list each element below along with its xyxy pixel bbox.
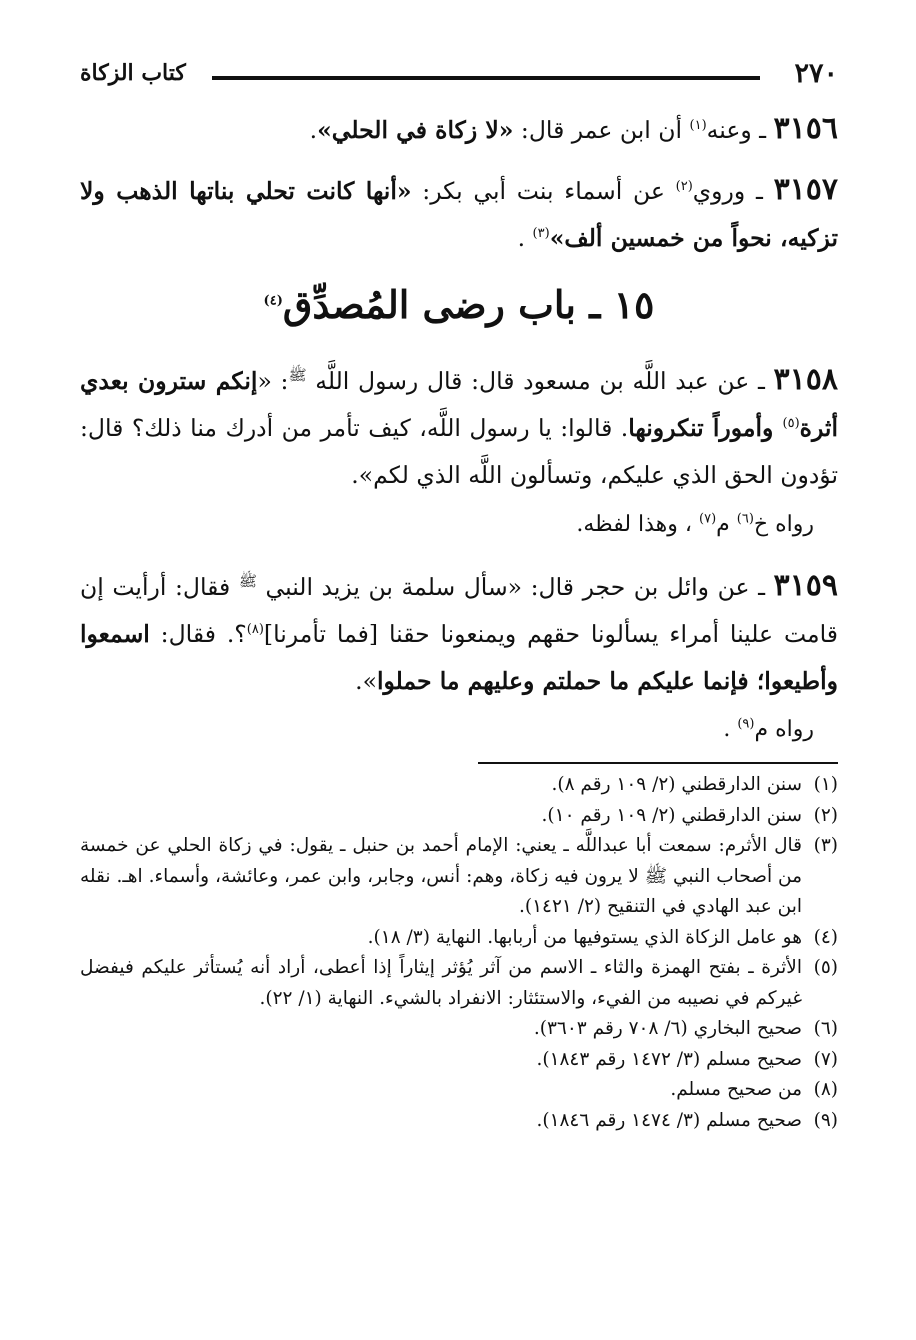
- footnote-ref: (٣): [532, 226, 550, 242]
- footnote-ref: (٩): [737, 716, 755, 732]
- pbuh-glyph: ﷺ: [238, 572, 257, 590]
- footnote-separator: [478, 762, 838, 764]
- header-rule: [212, 76, 760, 80]
- footnote-ref: (٦): [736, 511, 754, 527]
- footnote: (٨) من صحيح مسلم.: [670, 1079, 838, 1100]
- chapter-heading: ١٥ ـ باب رضى المُصدِّق$^{(٤)}$: [263, 282, 655, 327]
- footnotes: [80, 770, 838, 1136]
- narration-3159: رواه م$^{(٩)}$ .: [723, 716, 814, 742]
- hadith-3156: ٣١٥٦ ـ وعنه$^{(١)}$ أن ابن عمر قال: «لا زكاة في الحلي».: [309, 111, 838, 146]
- chapter-title: باب رضى المُصدِّق: [282, 282, 577, 327]
- footnote: (٣) قال الأثرم: سمعت أبا عبداللَّه ـ يعني: الإمام أحمد بن حنبل ـ يقول: في زكاة الحلي عن خمسة من أصحاب النبي ﷺ لا يرون فيه زكاة، وهم: أنس، وجابر، وابن عمر، وعائشة، وأسماء. اهـ. نقله ابن عبد الهادي في التنقيح (٢/ ١٤٢١).: [80, 835, 838, 917]
- footnote-ref: (٨): [246, 622, 264, 637]
- footnote-ref: (١): [689, 118, 707, 134]
- footnote: (٧) صحيح مسلم (٣/ ١٤٧٢ رقم ١٨٤٣).: [536, 1048, 838, 1070]
- book-title: كتاب الزكاة: [80, 60, 186, 86]
- footnote: (٥) الأثرة ـ بفتح الهمزة والثاء ـ الاسم من آثر يُؤثر إيثاراً إذا أعطى، أراد أنه يُستأثر عليكم فيفضل غيركم في نصيبه من الفيء، والاستئثار: الانفراد بالشيء. النهاية (١/ ٢٢).: [80, 957, 838, 1009]
- footnote: (٢) سنن الدارقطني (٢/ ١٠٩ رقم ١٠).: [541, 804, 838, 826]
- footnote-ref: (٥): [782, 416, 800, 431]
- hadith-number: ٣١٥٧: [773, 172, 839, 207]
- footnote: (٤) هو عامل الزكاة الذي يستوفيها من أربابها. النهاية (٣/ ١٨).: [367, 926, 838, 948]
- hadith-3158: ٣١٥٨ ـ عن عبد اللَّه بن مسعود قال: قال رسول اللَّه ﷺ: «إنكم سترون بعدي أثرة$^{(٥)}$ وأموراً تنكرونها. قالوا: يا رسول اللَّه، كيف تأمر من أدرك منا ذلك؟ قال: تؤدون الحق الذي عليكم، وتسألون اللَّه الذي لكم».: [80, 352, 838, 499]
- pbuh-glyph: ﷺ: [288, 366, 307, 384]
- hadith-number: ٣١٥٦: [773, 111, 838, 146]
- hadith-3159: ٣١٥٩ ـ عن وائل بن حجر قال: «سأل سلمة بن يزيد النبي ﷺ فقال: أرأيت إن قامت علينا أمراء يسألونا حقهم ويمنعونا حقنا [فما تأمرنا]$^{(٨)}$؟. فقال: اسمعوا وأطيعوا؛ فإنما عليكم ما حملتم وعليهم ما حملوا».: [80, 558, 838, 705]
- footnote-ref: (٤): [263, 293, 283, 309]
- hadith-number: ٣١٥٨: [773, 361, 838, 397]
- hadith-3157: ٣١٥٧ ـ وروي$^{(٢)}$ عن أسماء بنت أبي بكر: «أنها كانت تحلي بناتها الذهب ولا تزكيه، نحواً من خمسين ألف»$^{(٣)}$ .: [80, 172, 839, 252]
- hadith-number: ٣١٥٩: [773, 567, 838, 603]
- page-header: [80, 58, 838, 98]
- chapter-number: ١٥: [613, 282, 655, 327]
- narration-3158: رواه خ$^{(٦)}$ م$^{(٧)}$ ، وهذا لفظه.: [576, 511, 814, 537]
- hadith-quote: «أنها كانت تحلي بناتها الذهب ولا تزكيه، نحواً من خمسين ألف»: [80, 177, 838, 252]
- footnote: (٩) صحيح مسلم (٣/ ١٤٧٤ رقم ١٨٤٦).: [536, 1109, 838, 1131]
- page-number: ٢٧٠: [794, 58, 838, 89]
- footnote: (١) سنن الدارقطني (٢/ ١٠٩ رقم ٨).: [551, 774, 838, 795]
- footnote: (٦) صحيح البخاري (٦/ ٧٠٨ رقم ٣٦٠٣).: [533, 1018, 838, 1039]
- hadith-quote: «لا زكاة في الحلي»: [317, 116, 514, 144]
- footnote-ref: (٧): [699, 511, 717, 527]
- footnote-ref: (٢): [675, 179, 693, 195]
